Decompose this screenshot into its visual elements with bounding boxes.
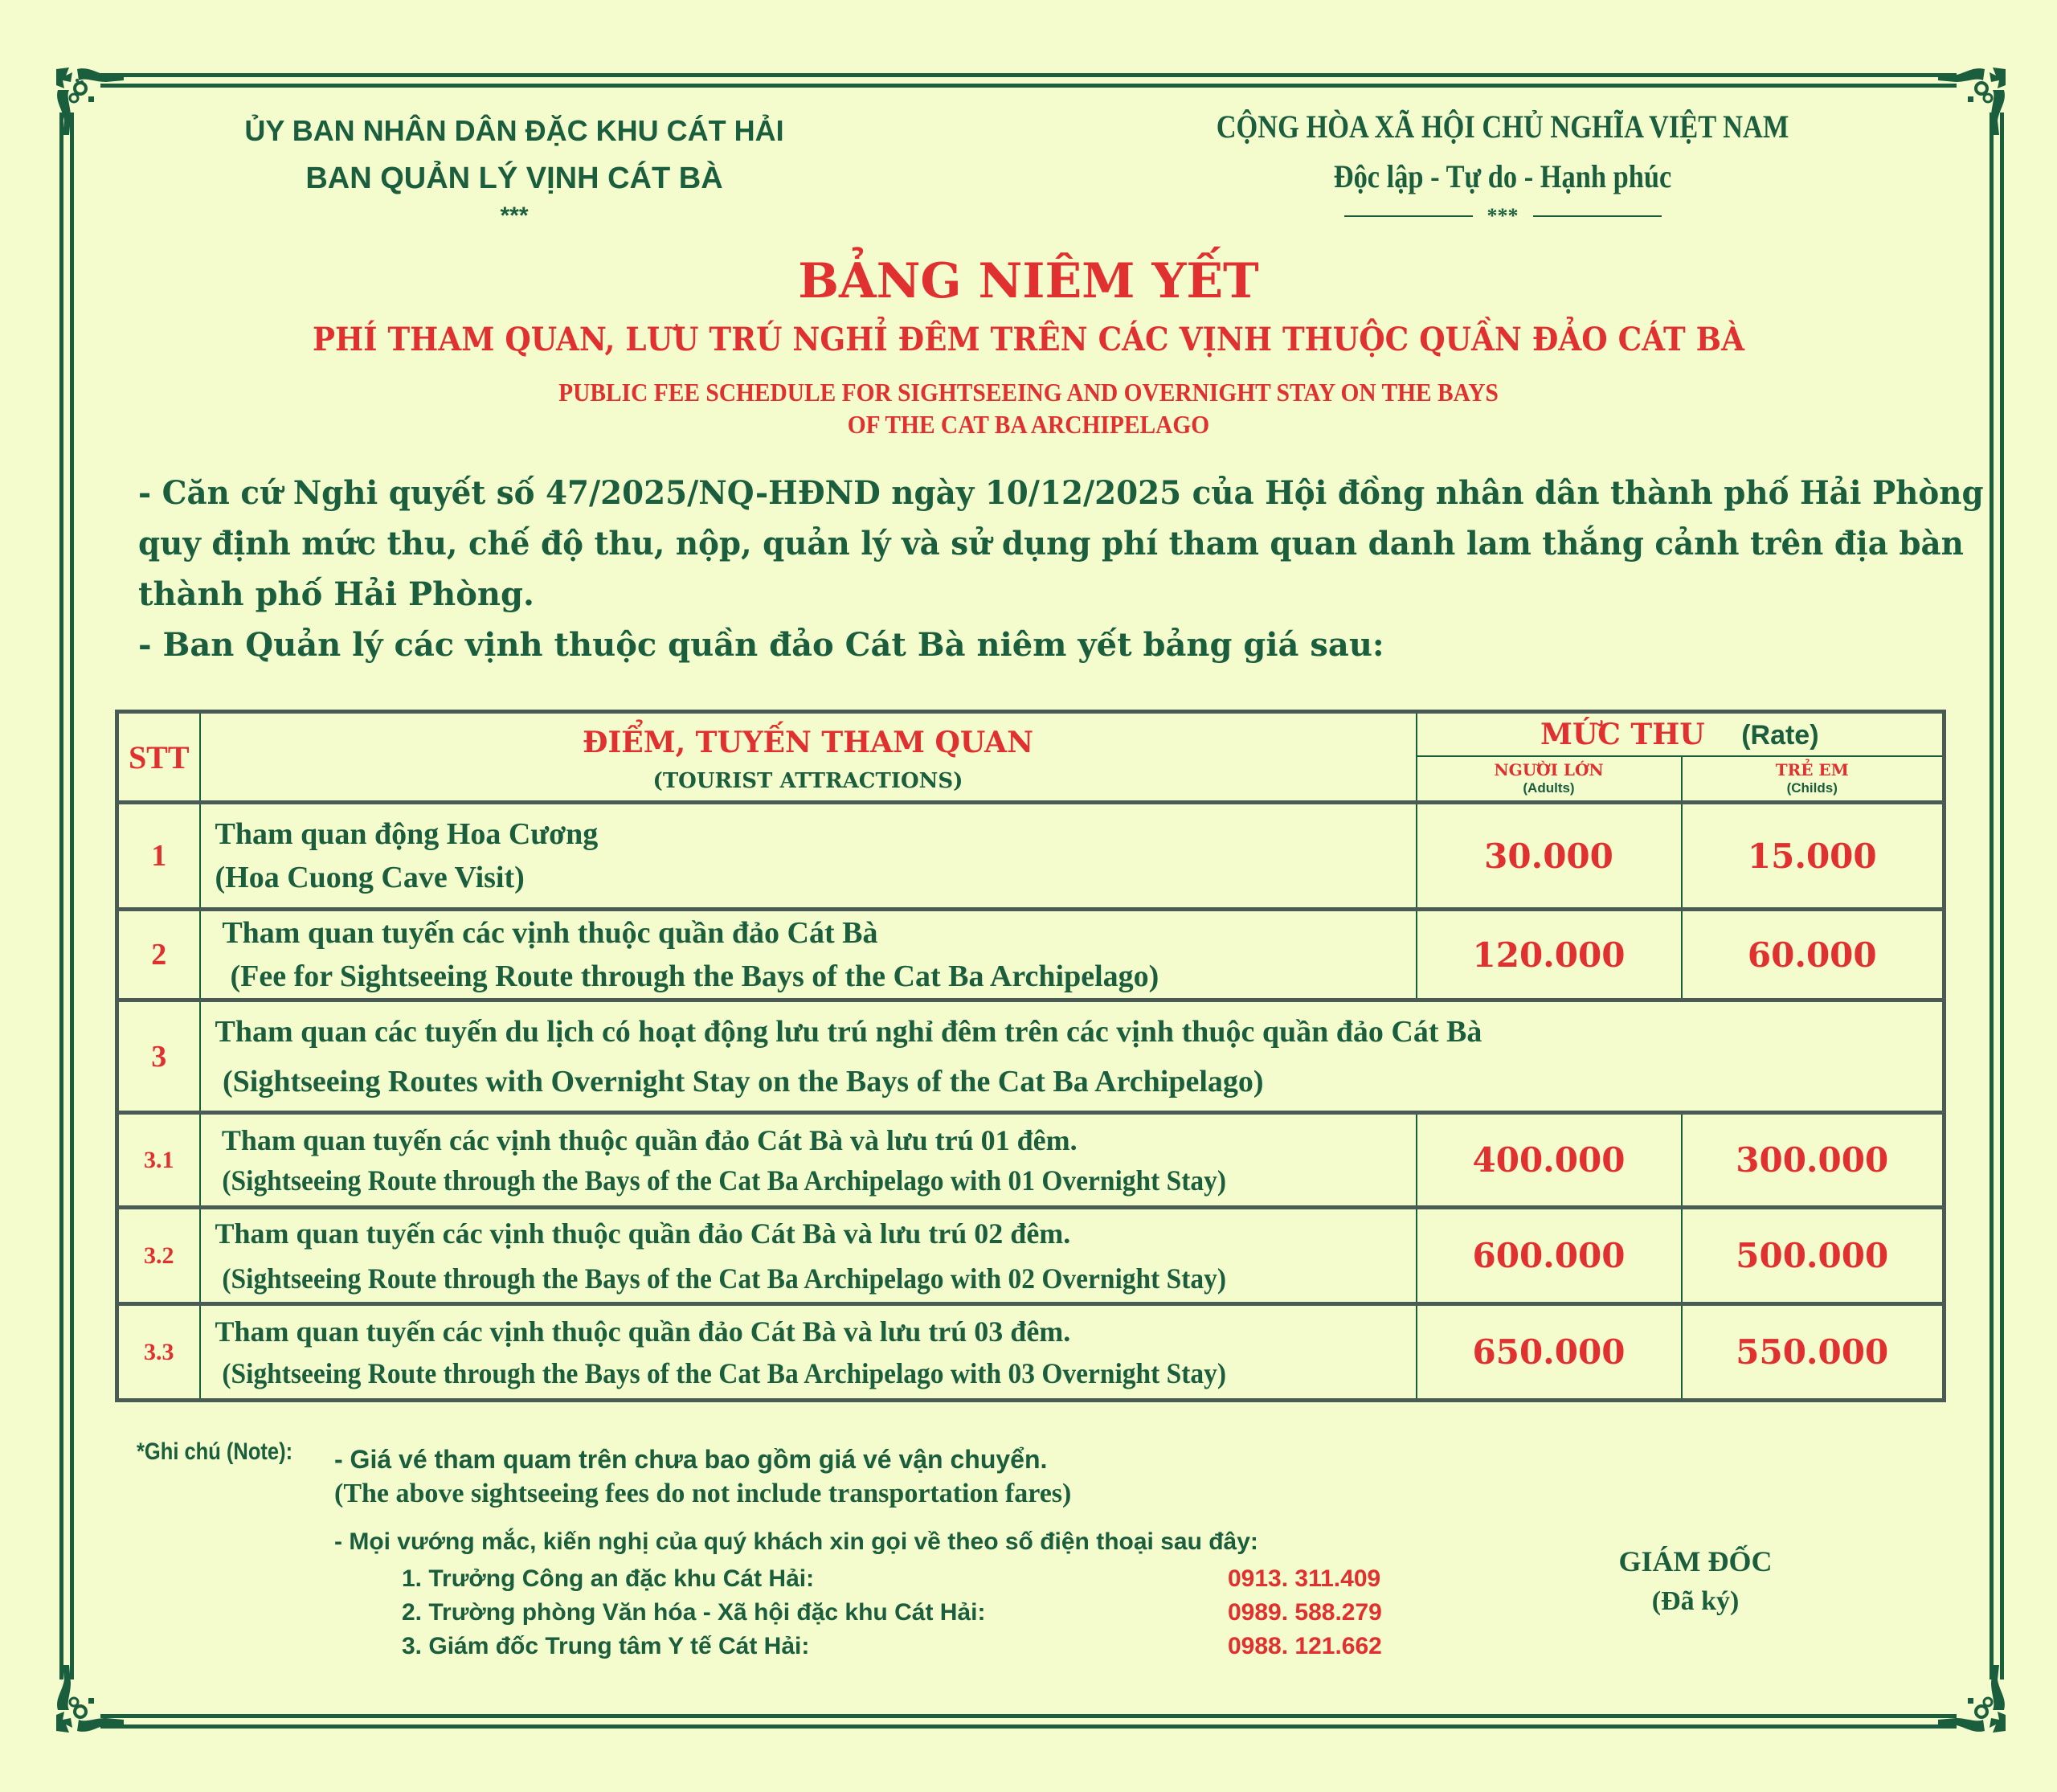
row-stt: 1 xyxy=(117,803,200,910)
table-row xyxy=(117,1000,1945,1113)
english-title-line-1: PUBLIC FEE SCHEDULE FOR SIGHTSEEING AND OVERNIGHT STAY ON THE BAYS xyxy=(558,378,1499,407)
row-child-price: 300.000 xyxy=(1682,1113,1945,1208)
row-description-vi: Tham quan động Hoa Cương xyxy=(215,817,599,851)
row-description xyxy=(200,1304,1417,1401)
row-child-price: 500.000 xyxy=(1682,1208,1945,1304)
frame-right-outer xyxy=(2000,113,2004,1679)
row-description xyxy=(200,1113,1417,1208)
national-motto-header xyxy=(1157,103,1848,228)
header-rate xyxy=(1417,712,1945,756)
note-transport-vi: - Giá vé tham quam trên chưa bao gồm giá vé vận chuyển. xyxy=(334,1445,1048,1474)
frame-top-inner xyxy=(100,84,1957,88)
separator-rule-left xyxy=(1344,215,1473,217)
row-description-en: (Fee for Sightseeing Route through the Bays of the Cat Ba Archipelago) xyxy=(215,959,1159,993)
row-description xyxy=(200,803,1417,910)
contact-phone[interactable]: 0988. 121.662 xyxy=(1228,1633,1382,1659)
contact-label: 3. Giám đốc Trung tâm Y tế Cát Hải: xyxy=(402,1633,810,1659)
header-adults-en: (Adults) xyxy=(1523,779,1575,796)
contact-phone[interactable]: 0913. 311.409 xyxy=(1228,1565,1381,1592)
row-stt: 3.1 xyxy=(117,1113,200,1208)
row-description-en: (Hoa Cuong Cave Visit) xyxy=(215,861,525,894)
ornament-corner-top-right-icon xyxy=(1936,64,2009,137)
contact-intro: - Mọi vướng mắc, kiến nghị của quý khách xin gọi về theo số điện thoại sau đây: xyxy=(334,1528,1258,1555)
row-description-vi: Tham quan các tuyến du lịch có hoạt động lưu trú nghỉ đêm trên các vịnh thuộc quần đảo Cát Bà xyxy=(215,1014,1482,1049)
row-description-en: (Sightseeing Route through the Bays of the Cat Ba Archipelago with 01 Overnight Stay) xyxy=(215,1164,1226,1197)
row-adult-price: 400.000 xyxy=(1417,1113,1682,1208)
ornament-corner-top-left-icon xyxy=(53,64,125,137)
row-description-en: (Sightseeing Route through the Bays of the Cat Ba Archipelago with 03 Overnight Stay) xyxy=(215,1356,1226,1389)
row-stt: 2 xyxy=(117,910,200,1000)
header-attraction xyxy=(200,712,1417,803)
frame-top-outer xyxy=(100,73,1957,77)
header-adults-vi: NGƯỜI LỚN xyxy=(1494,759,1604,779)
intro-text xyxy=(138,468,1984,670)
frame-left-outer xyxy=(59,113,63,1679)
header-childs xyxy=(1682,756,1945,803)
header-rate-vi: MỨC THU xyxy=(1540,717,1705,751)
row-stt: 3.2 xyxy=(117,1208,200,1304)
row-adult-price: 30.000 xyxy=(1417,803,1682,910)
frame-right-inner xyxy=(1990,113,1994,1679)
header-rate-en: (Rate) xyxy=(1741,719,1819,751)
notes-label: *Ghi chú (Note): xyxy=(137,1438,293,1465)
authority-stars: *** xyxy=(500,203,529,229)
signature-status: (Đã ký) xyxy=(1651,1586,1740,1616)
national-motto: Độc lập - Tự do - Hạnh phúc xyxy=(1333,158,1672,194)
intro-line: - Căn cứ Nghi quyết số 47/2025/NQ-HĐND ngày 10/12/2025 của Hội đồng nhân dân thành phố Hải Phòng xyxy=(138,474,1984,512)
header-childs-en: (Childs) xyxy=(1786,779,1838,796)
row-child-price: 60.000 xyxy=(1682,910,1945,1000)
row-description-vi: Tham quan tuyến các vịnh thuộc quần đảo Cát Bà và lưu trú 03 đêm. xyxy=(215,1315,1071,1348)
english-title xyxy=(82,376,1974,440)
signature-block xyxy=(1575,1541,1816,1622)
table-row xyxy=(117,910,1945,1000)
table-row xyxy=(117,1113,1945,1208)
header-adults xyxy=(1417,756,1682,803)
row-description-vi: Tham quan tuyến các vịnh thuộc quần đảo Cát Bà và lưu trú 01 đêm. xyxy=(215,1123,1078,1156)
authority-line-2: BAN QUẢN LÝ VỊNH CÁT BÀ xyxy=(305,162,723,195)
row-description-vi: Tham quan tuyến các vịnh thuộc quần đảo Cát Bà xyxy=(215,916,878,950)
issuing-authority-header xyxy=(193,108,836,229)
english-title-line-2: OF THE CAT BA ARCHIPELAGO xyxy=(847,410,1210,439)
row-adult-price: 650.000 xyxy=(1417,1304,1682,1401)
frame-bottom-outer xyxy=(100,1714,1957,1718)
row-stt: 3.3 xyxy=(117,1304,200,1401)
authority-line-1: ỦY BAN NHÂN DÂN ĐẶC KHU CÁT HẢI xyxy=(244,114,784,147)
intro-line: thành phố Hải Phòng. xyxy=(138,575,534,613)
intro-line: quy định mức thu, chế độ thu, nộp, quản lý và sử dụng phí tham quan danh lam thắng cảnh trên địa bàn xyxy=(138,525,1964,563)
row-description xyxy=(200,1000,1945,1113)
contact-label: 1. Trưởng Công an đặc khu Cát Hải: xyxy=(402,1565,815,1592)
row-description xyxy=(200,910,1417,1000)
contact-label: 2. Trường phòng Văn hóa - Xã hội đặc khu Cát Hải: xyxy=(402,1599,986,1626)
country-name: CỘNG HÒA XÃ HỘI CHỦ NGHĨA VIỆT NAM xyxy=(1216,108,1789,145)
row-child-price: 15.000 xyxy=(1682,803,1945,910)
row-stt: 3 xyxy=(117,1000,200,1113)
separator-stars: *** xyxy=(1487,204,1519,227)
row-description-en: (Sightseeing Routes with Overnight Stay on the Bays of the Cat Ba Archipelago) xyxy=(215,1064,1264,1099)
table-row xyxy=(117,803,1945,910)
separator-rule-right xyxy=(1533,215,1662,217)
row-adult-price: 120.000 xyxy=(1417,910,1682,1000)
row-child-price: 550.000 xyxy=(1682,1304,1945,1401)
signature-title: GIÁM ĐỐC xyxy=(1618,1545,1773,1577)
row-adult-price: 600.000 xyxy=(1417,1208,1682,1304)
table-header-row xyxy=(117,712,1945,756)
row-description-en: (Sightseeing Route through the Bays of the Cat Ba Archipelago with 02 Overnight Stay) xyxy=(215,1262,1226,1295)
header-attraction-en: (TOURIST ATTRACTIONS) xyxy=(652,769,963,793)
ornament-corner-bottom-right-icon xyxy=(1936,1663,2009,1736)
page-title: BẢNG NIÊM YẾT xyxy=(798,253,1259,309)
note-transport-en: (The above sightseeing fees do not include transportation fares) xyxy=(334,1479,1072,1508)
intro-line: - Ban Quản lý các vịnh thuộc quần đảo Cát Bà niêm yết bảng giá sau: xyxy=(138,626,1384,664)
header-childs-vi: TRẺ EM xyxy=(1775,759,1849,779)
header-stt: STT xyxy=(117,712,200,803)
motto-separator xyxy=(1157,204,1848,228)
row-description xyxy=(200,1208,1417,1304)
table-row xyxy=(117,1304,1945,1401)
fee-table xyxy=(115,710,1946,1402)
ornament-corner-bottom-left-icon xyxy=(53,1663,125,1736)
contact-phone[interactable]: 0989. 588.279 xyxy=(1228,1599,1382,1626)
header-attraction-vi: ĐIỂM, TUYẾN THAM QUAN xyxy=(582,726,1034,759)
page-subtitle: PHÍ THAM QUAN, LƯU TRÚ NGHỈ ĐÊM TRÊN CÁC VỊNH THUỘC QUẦN ĐẢO CÁT BÀ xyxy=(313,321,1744,358)
frame-bottom-inner xyxy=(100,1724,1957,1729)
table-row xyxy=(117,1208,1945,1304)
row-description-vi: Tham quan tuyến các vịnh thuộc quần đảo Cát Bà và lưu trú 02 đêm. xyxy=(215,1217,1071,1250)
